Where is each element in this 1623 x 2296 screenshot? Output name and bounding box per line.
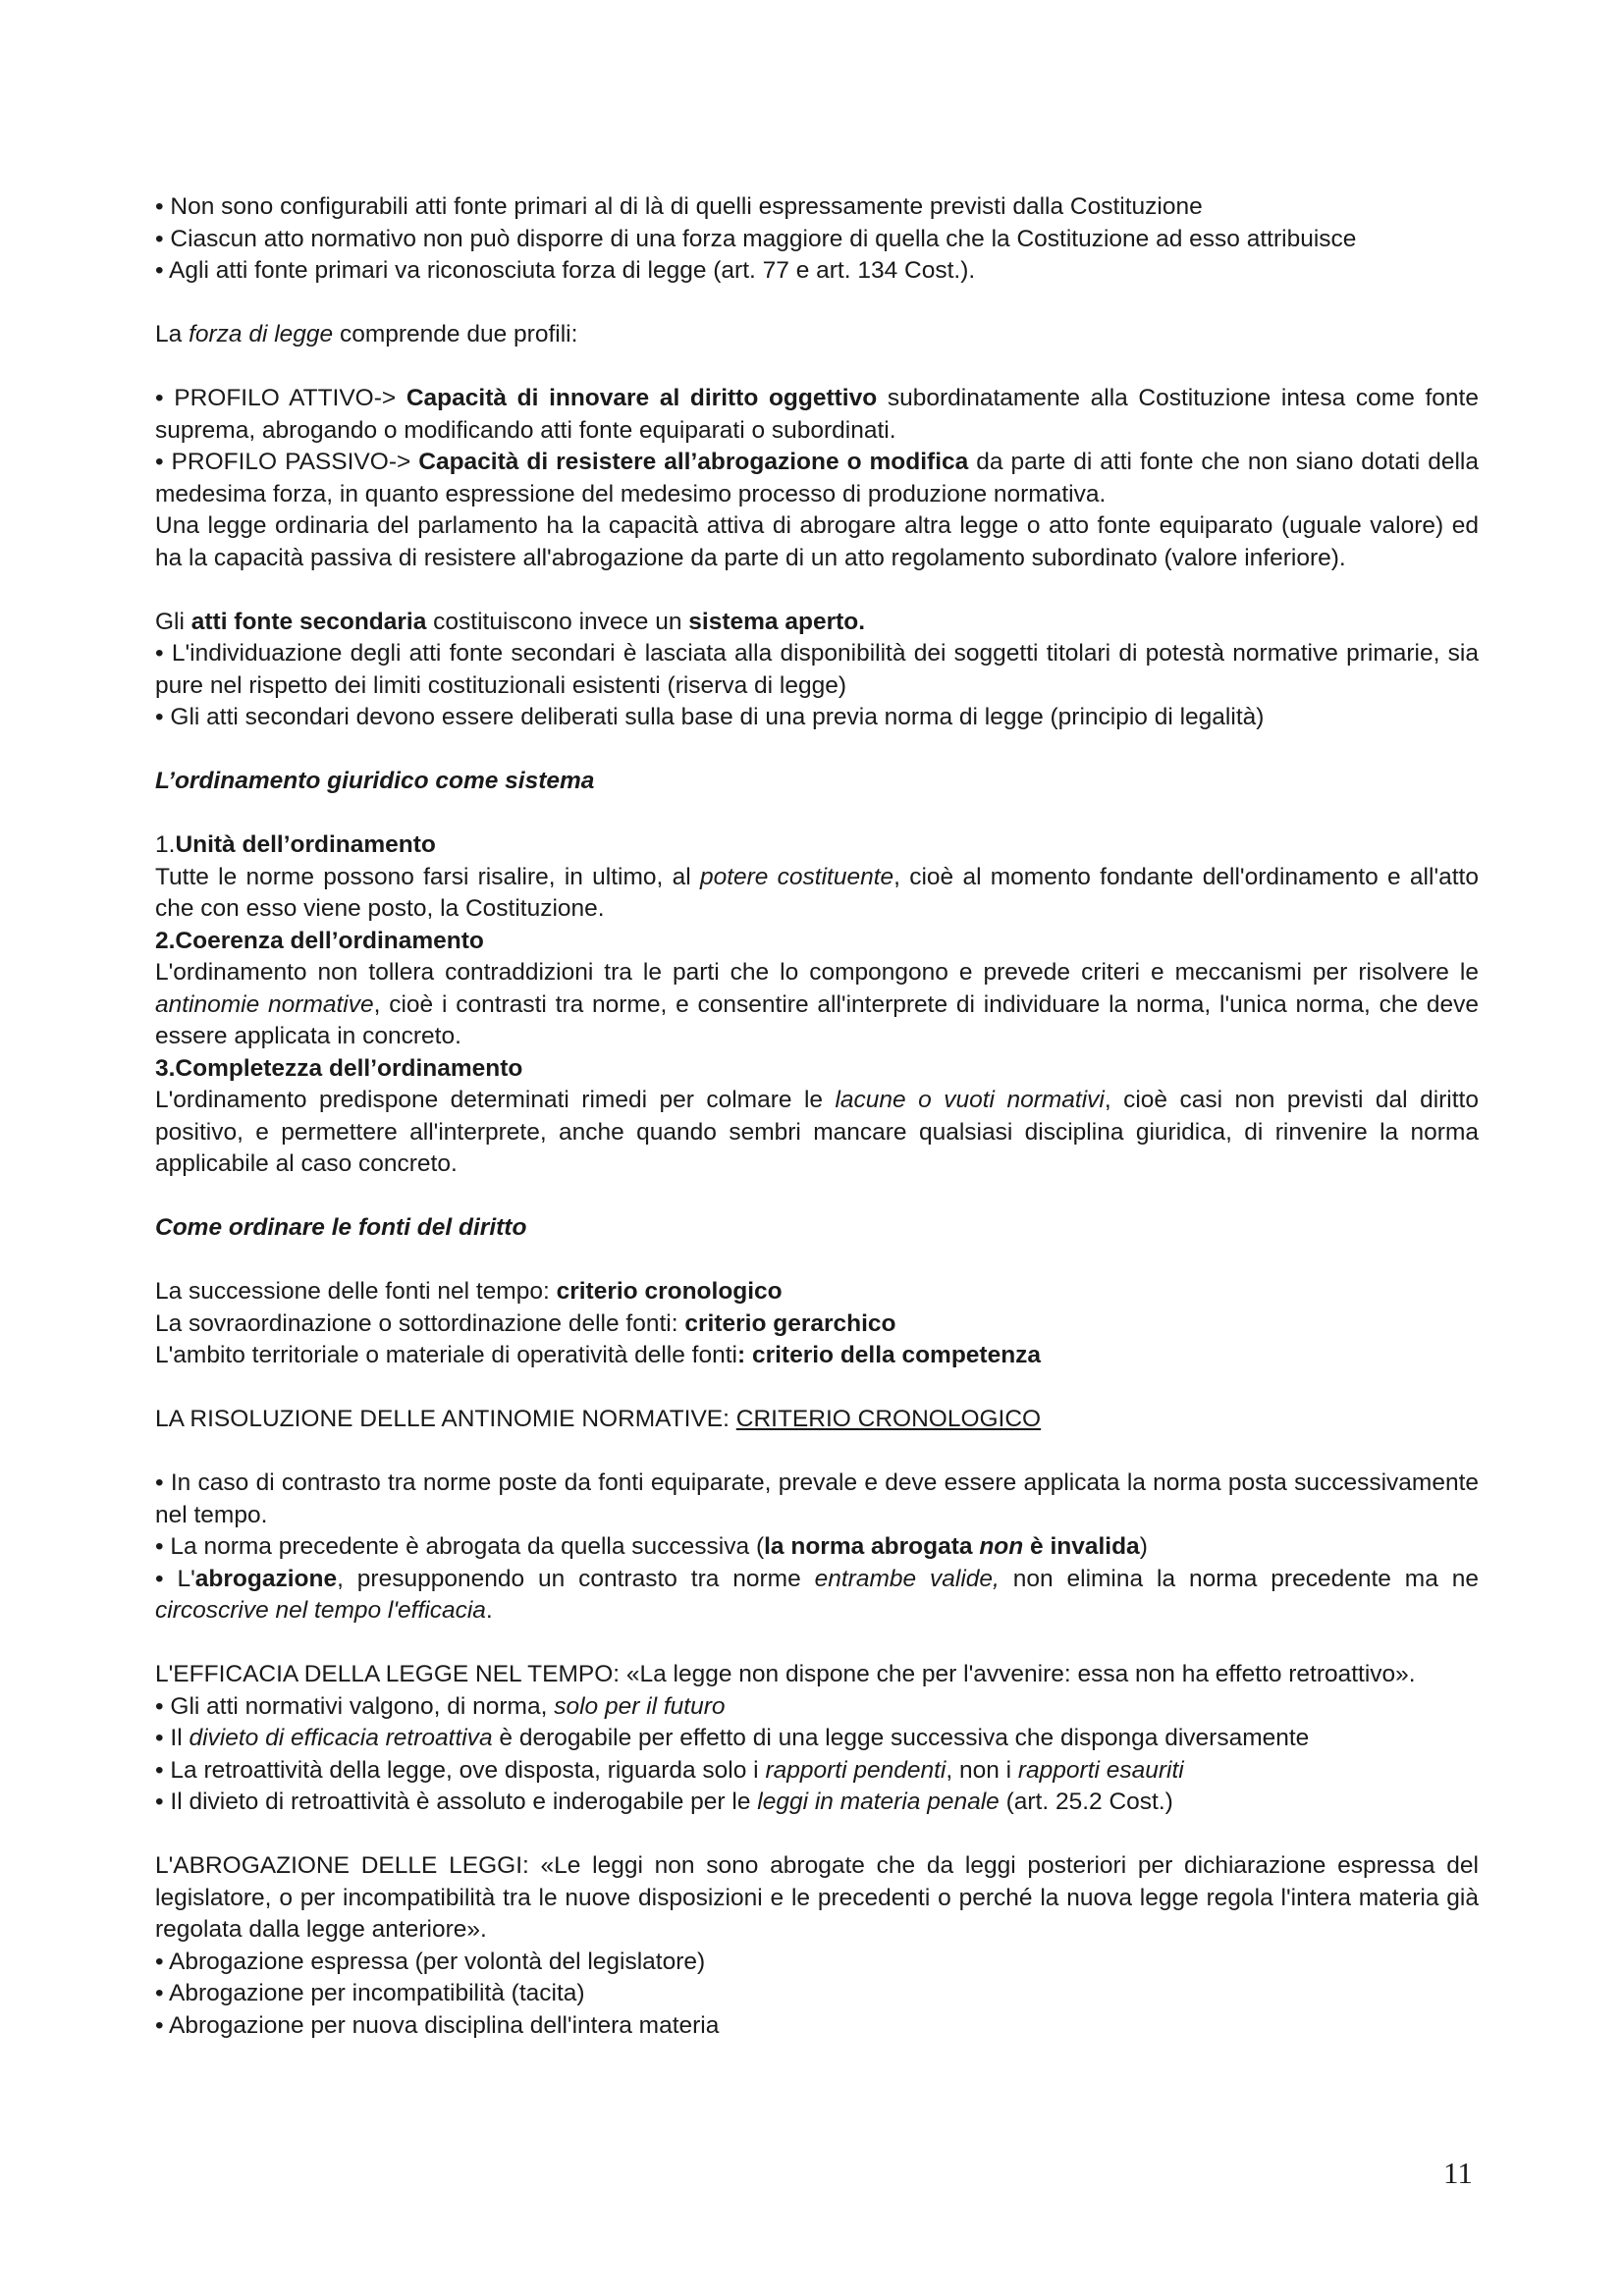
intro-bullet: • Ciascun atto normativo non può disporre di una forza maggiore di quella che la Costituzione ad esso attribuisce (155, 225, 1357, 252)
legge-ordinaria-paragraph: Una legge ordinaria del parlamento ha la capacità attiva di abrogare altra legge o atto fonte equiparato (uguale valore) ed ha la capacità passiva di resistere all'abrogazione da parte di un atto regolamento subordinato (valore inferiore). (155, 512, 1479, 571)
intro-bullet: • Agli atti fonte primari va riconosciuta forza di legge (art. 77 e art. 134 Cost.). (155, 257, 976, 284)
efficacia-intro: L'EFFICACIA DELLA LEGGE NEL TEMPO: «La legge non dispone che per l'avvenire: essa non ha effetto retroattivo». (155, 1661, 1416, 1687)
coerenza-paragraph: L'ordinamento non tollera contraddizioni tra le parti che lo compongono e prevede criteri e meccanismi per risolvere le antinomie normative, cioè i contrasti tra norme, e consentire all'interprete di individuare la norma, l'unica norma, che deve essere applicata in concreto. (155, 959, 1480, 1049)
secondari-bullet: • L'individuazione degli atti fonte secondari è lasciata alla disponibilità dei soggetti titolari di potestà normative primarie, sia pure nel rispetto dei limiti costituzionali esistenti (riserva di legge) (155, 640, 1479, 699)
criterio-line: La sovraordinazione o sottordinazione delle fonti: criterio gerarchico (155, 1309, 896, 1337)
antinomie-bullet: • La norma precedente è abrogata da quella successiva (la norma abrogata non è invalida) (155, 1533, 1148, 1560)
coerenza-title: 2.Coerenza dell’ordinamento (155, 927, 484, 954)
efficacia-bullet: • Il divieto di efficacia retroattiva è derogabile per effetto di una legge successiva che disponga diversamente (155, 1725, 1310, 1751)
section-heading-ordinare: Come ordinare le fonti del diritto (155, 1214, 527, 1241)
antinomie-heading: LA RISOLUZIONE DELLE ANTINOMIE NORMATIVE: CRITERIO CRONOLOGICO (155, 1406, 1042, 1432)
profilo-passivo: • PROFILO PASSIVO-> Capacità di resistere all’abrogazione o modifica da parte di atti fonte che non siano dotati della medesima forza, in quanto espressione del medesimo processo di produzione normativa. (155, 449, 1479, 507)
antinomie-bullet: • In caso di contrasto tra norme poste da fonti equiparate, prevale e deve essere applicata la norma posta successivamente nel tempo. (155, 1469, 1479, 1528)
forza-di-legge-paragraph: La forza di legge comprende due profili: (155, 321, 578, 347)
antinomie-bullet: • L'abrogazione, presupponendo un contrasto tra norme entrambe valide, non elimina la norma precedente ma ne circoscrive nel tempo l'efficacia. (155, 1565, 1479, 1624)
efficacia-bullet: • Gli atti normativi valgono, di norma, solo per il futuro (155, 1692, 726, 1720)
section-heading-ordinamento: L’ordinamento giuridico come sistema (155, 768, 595, 794)
completezza-title: 3.Completezza dell’ordinamento (155, 1054, 523, 1082)
criterio-line: L'ambito territoriale o materiale di operatività delle fonti: criterio della competenza (155, 1342, 1042, 1368)
criterio-line: La successione delle fonti nel tempo: criterio cronologico (155, 1278, 783, 1305)
unita-title: 1.Unità dell’ordinamento (155, 831, 436, 858)
atti-secondari-paragraph: Gli atti fonte secondaria costituiscono invece un sistema aperto. (155, 608, 866, 635)
profilo-attivo: • PROFILO ATTIVO-> Capacità di innovare al diritto oggettivo subordinatamente alla Costituzione intesa come fonte suprema, abrogando o modificando atti fonte equiparati o subordinati. (155, 385, 1479, 444)
document-page (155, 191, 1479, 2042)
abrogazione-bullet: • Abrogazione espressa (per volontà del legislatore) (155, 1948, 706, 1975)
efficacia-bullet: • Il divieto di retroattività è assoluto e inderogabile per le leggi in materia penale (art. 25.2 Cost.) (155, 1789, 1173, 1815)
page-number: 11 (1443, 2156, 1473, 2190)
secondari-bullet: • Gli atti secondari devono essere deliberati sulla base di una previa norma di legge (principio di legalità) (155, 704, 1265, 730)
efficacia-bullet: • La retroattività della legge, ove disposta, riguarda solo i rapporti pendenti, non i rapporti esauriti (155, 1756, 1184, 1784)
abrogazione-bullet: • Abrogazione per incompatibilità (tacita) (155, 1980, 585, 2006)
unita-paragraph: Tutte le norme possono farsi risalire, in ultimo, al potere costituente, cioè al momento fondante dell'ordinamento e all'atto che con esso viene posto, la Costituzione. (155, 863, 1479, 922)
completezza-paragraph: L'ordinamento predispone determinati rimedi per colmare le lacune o vuoti normativi, cioè casi non previsti dal diritto positivo, e permettere all'interprete, anche quando sembri mancare qualsiasi disciplina giuridica, di rinvenire la norma applicabile al caso concreto. (155, 1087, 1479, 1177)
abrogazione-bullet: • Abrogazione per nuova disciplina dell'intera materia (155, 2011, 720, 2039)
intro-bullet: • Non sono configurabili atti fonte primari al di là di quelli espressamente previsti dalla Costituzione (155, 193, 1203, 220)
abrogazione-intro: L'ABROGAZIONE DELLE LEGGI: «Le leggi non sono abrogate che da leggi posteriori per dichiarazione espressa del legislatore, o per incompatibilità tra le nuove disposizioni e le precedenti o perché la nuova legge regola l'intera materia già regolata dalla legge anteriore». (155, 1852, 1479, 1943)
